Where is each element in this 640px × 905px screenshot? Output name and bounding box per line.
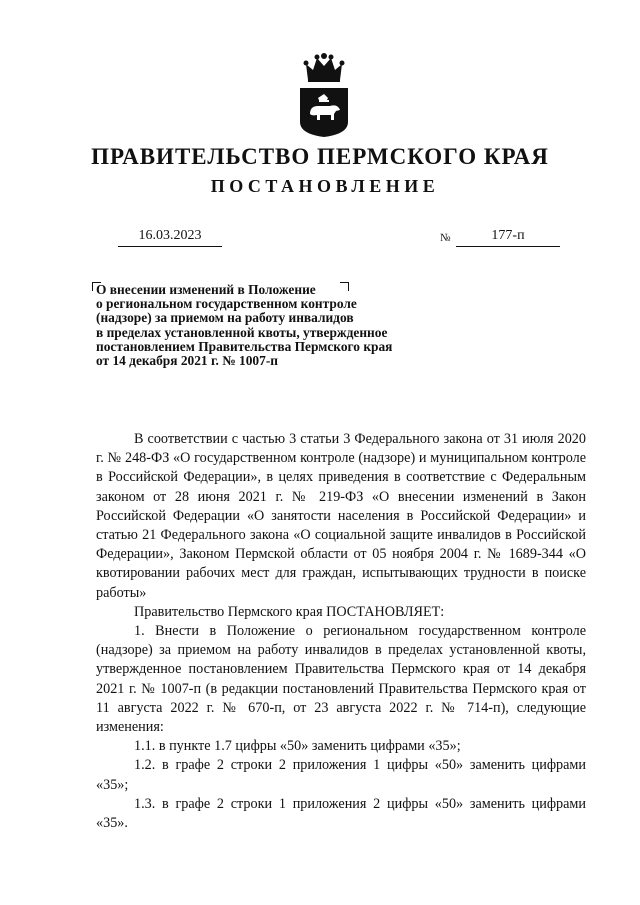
item-1-2: 1.2. в графе 2 строки 2 приложения 1 цифры «50» заменить цифрами «35»; xyxy=(96,757,586,793)
subject-line: от 14 декабря 2021 г. № 1007-п xyxy=(96,353,278,369)
subject-line: о региональном государственном контроле xyxy=(96,296,357,312)
resolves-paragraph: Правительство Пермского края ПОСТАНОВЛЯЕТ: xyxy=(134,603,445,620)
document-body xyxy=(96,430,586,833)
preamble-paragraph: В соответствии с частью 3 статьи 3 Федерального закона от 31 июля 2020 г. № 248-ФЗ «О государственном контроле (надзоре) и муниципальном контроле в Российской Федерации», в целях приведения в соответствие с Федеральным законом от 28 июня 2021 г. № 219-ФЗ «О внесении изменений в Закон Российской Федерации «О занятости населения в Российской Федерации» и статью 21 Федерального закона «О социальной защите инвалидов в Российской Федерации», Законом Пермской области от 05 ноября 2004 г. № 1689-344 «О квотировании рабочих мест для граждан, испытывающих трудности в поиске работы» xyxy=(96,431,586,601)
item-1-1: 1.1. в пункте 1.7 цифры «50» заменить цифрами «35»; xyxy=(134,738,461,755)
subject-line: О внесении изменений в Положение xyxy=(96,282,316,297)
document-date: 16.03.2023 xyxy=(118,228,222,247)
government-title: ПРАВИТЕЛЬСТВО ПЕРМСКОГО КРАЯ xyxy=(91,144,549,169)
subject-line: (надзоре) за приемом на работу инвалидов xyxy=(96,310,354,326)
subject-line: постановлением Правительства Пермского края xyxy=(96,338,393,354)
item-1-3: 1.3. в графе 2 строки 1 приложения 2 цифры «50» заменить цифрами «35». xyxy=(96,795,586,832)
document-type: ПОСТАНОВЛЕНИЕ xyxy=(210,176,440,196)
document-subject xyxy=(96,283,456,368)
coat-of-arms-icon xyxy=(296,52,352,138)
number-label: № xyxy=(440,232,451,244)
subject-line: в пределах установленной квоты, утвержденное xyxy=(96,324,388,340)
document-number: 177-п xyxy=(456,228,560,247)
item-1: 1. Внести в Положение о региональном государственном контроле (надзоре) за приемом на работу инвалидов в пределах установленной квоты, утвержденное постановлением Правительства Пермского края от 14 декабря 2021 г. № 1007-п (в редакции постановлений Правительства Пермского края от 11 августа 2022 г. № 670-п, от 23 августа 2022 г. № 714-п), следующие изменения: xyxy=(96,623,586,736)
